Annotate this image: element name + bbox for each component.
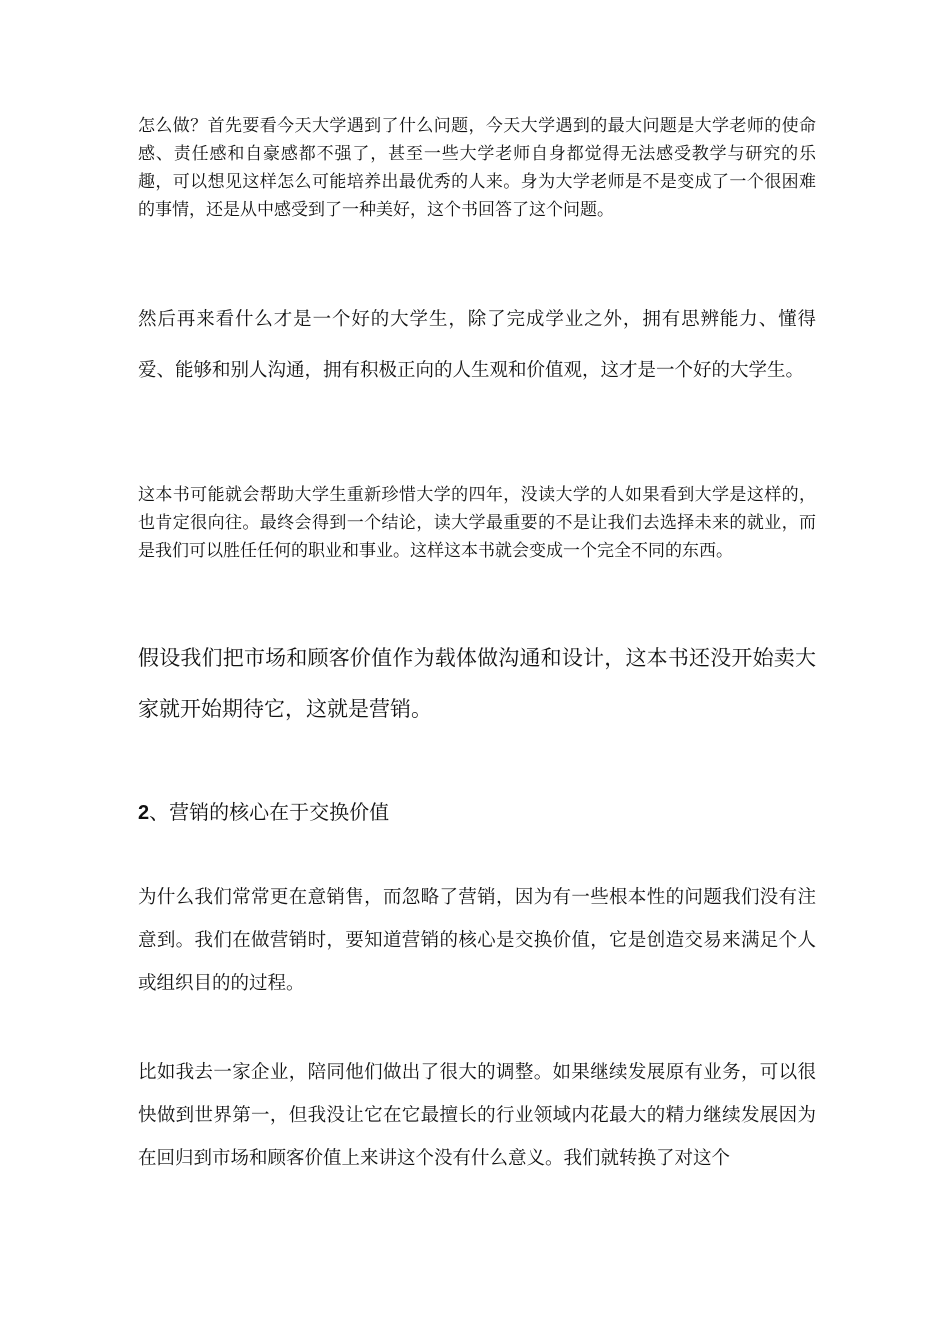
section-heading [138,793,389,832]
paragraph-university-problem: 怎么做？首先要看今天大学遇到了什么问题，今天大学遇到的最大问题是大学老师的使命感、责任感和自豪感都不强了，甚至一些大学老师自身都觉得无法感受教学与研究的乐趣，可以想见这样怎么可能培养出最优秀的人来。身为大学老师是不是变成了一个很困难的事情，还是从中感受到了一种美好，这个书回答了这个问题。 [138,116,816,220]
paragraph-book-value: 这本书可能就会帮助大学生重新珍惜大学的四年，没读大学的人如果看到大学是这样的，也肯定很向往。最终会得到一个结论，读大学最重要的不是让我们去选择未来的就业，而是我们可以胜任任何的职业和事业。这样这本书就会变成一个完全不同的东西。 [138,485,816,561]
section-heading-text: 、营销的核心在于交换价值 [149,800,390,824]
paragraph-marketing-definition: 假设我们把市场和顾客价值作为载体做沟通和设计，这本书还没开始卖大家就开始期待它，这就是营销。 [138,646,816,721]
paragraph-company-example: 比如我去一家企业，陪同他们做出了很大的调整。如果继续发展原有业务，可以很快做到世界第一，但我没让它在它最擅长的行业领域内花最大的精力继续发展因为在回归到市场和顾客价值上来讲这个没有什么意义。我们就转换了对这个 [138,1062,816,1169]
paragraph-good-student: 然后再来看什么才是一个好的大学生，除了完成学业之外，拥有思辨能力、懂得爱、能够和别人沟通，拥有积极正向的人生观和价值观，这才是一个好的大学生。 [138,309,816,381]
section-heading-number: 2 [138,802,150,824]
paragraph-marketing-core: 为什么我们常常更在意销售，而忽略了营销，因为有一些根本性的问题我们没有注意到。我们在做营销时，要知道营销的核心是交换价值，它是创造交易来满足个人或组织目的的过程。 [138,887,816,994]
